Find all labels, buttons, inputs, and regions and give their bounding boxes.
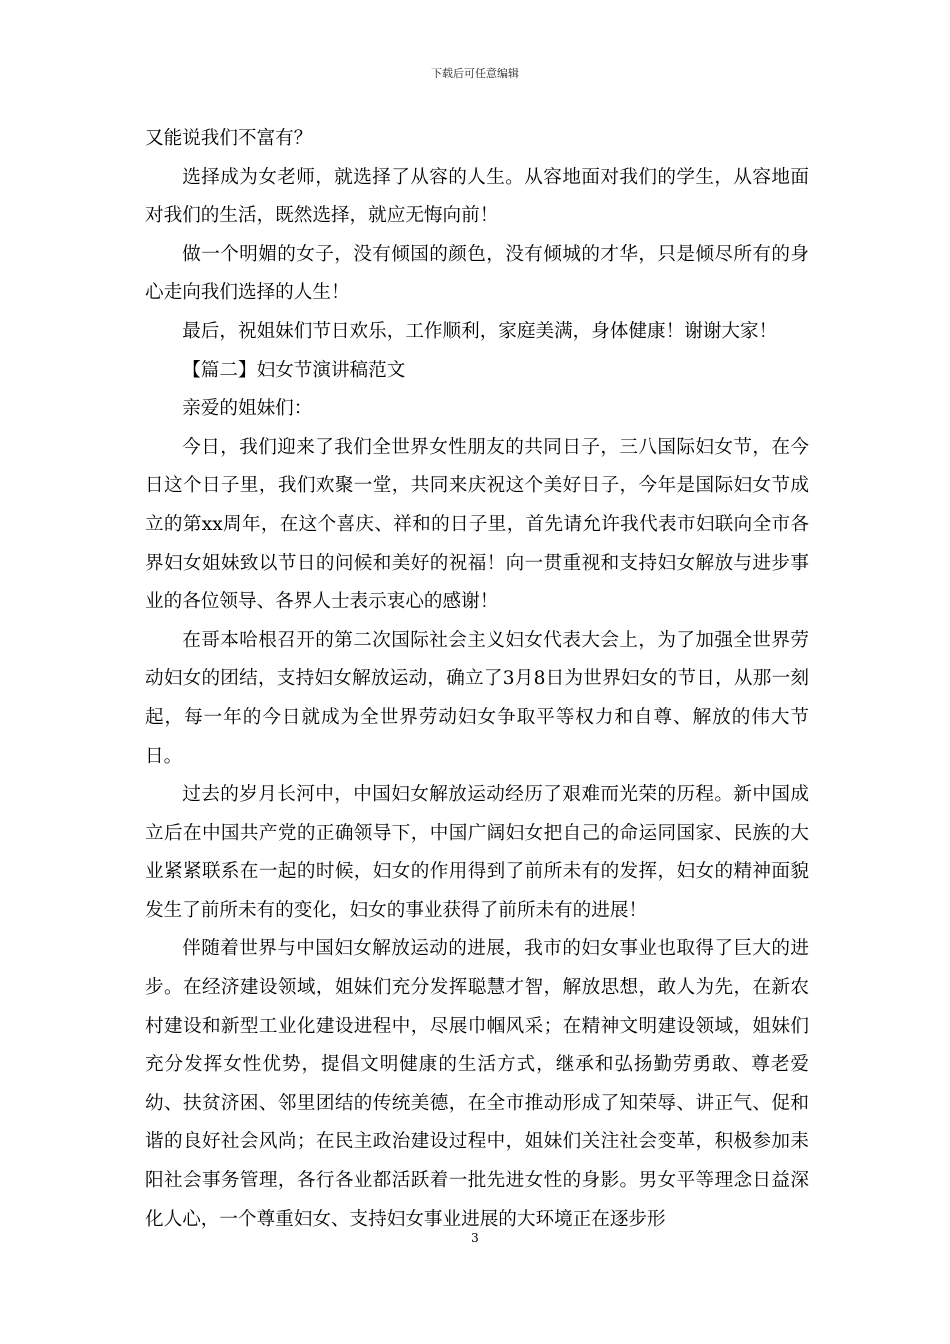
document-body [145,120,809,1239]
page-number: 3 [471,1231,479,1245]
salutation: 亲爱的姐妹们： [182,398,313,420]
paragraph: 在哥本哈根召开的第二次国际社会主义妇女代表大会上，为了加强全世界劳动妇女的团结，支持妇女解放运动，确立了3月8日为世界妇女的节日，从那一刻起，每一年的今日就成为全世界劳动妇女争取平等权力和自尊、解放的伟大节日。 [145,629,809,767]
paragraph: 过去的岁月长河中，中国妇女解放运动经历了艰难而光荣的历程。新中国成立后在中国共产党的正确领导下，中国广阔妇女把自己的命运同国家、民族的大业紧紧联系在一起的时候，妇女的作用得到了前所未有的发挥，妇女的精神面貌发生了前所未有的变化，妇女的事业获得了前所未有的进展！ [145,784,809,921]
paragraph: 选择成为女老师，就选择了从容的人生。从容地面对我们的学生，从容地面对我们的生活，既然选择，就应无悔向前！ [145,166,809,227]
page-header: 下载后可任意编辑 [431,67,519,80]
paragraph: 最后，祝姐妹们节日欢乐，工作顺利，家庭美满，身体健康！谢谢大家！ [182,320,778,342]
paragraph: 做一个明媚的女子，没有倾国的颜色，没有倾城的才华，只是倾尽所有的身心走向我们选择的人生！ [145,243,809,304]
paragraph: 伴随着世界与中国妇女解放运动的进展，我市的妇女事业也取得了巨大的进步。在经济建设领域，姐妹们充分发挥聪慧才智，解放思想，敢人为先，在新农村建设和新型工业化建设进程中，尽展巾帼风采；在精神文明建设领域，姐妹们充分发挥女性优势，提倡文明健康的生活方式，继承和弘扬勤劳勇敢、尊老爱幼、扶贫济困、邻里团结的传统美德，在全市推动形成了知荣辱、讲正气、促和谐的良好社会风尚；在民主政治建设过程中，姐妹们关注社会变革，积极参加耒阳社会事务管理，各行各业都活跃着一批先进女性的身影。男女平等理念日益深化人心，一个尊重妇女、支持妇女事业进展的大环境正在逐步形 [145,938,809,1230]
paragraph: 今日，我们迎来了我们全世界女性朋友的共同日子，三八国际妇女节，在今日这个日子里，我们欢聚一堂，共同来庆祝这个美好日子，今年是国际妇女节成立的第xx周年，在这个喜庆、祥和的日子里，首先请允许我代表市妇联向全市各界妇女姐妹致以节日的问候和美好的祝福！向一贯重视和支持妇女解放与进步事业的各位领导、各界人士表示衷心的感谢！ [145,436,809,613]
paragraph: 又能说我们不富有？ [145,128,313,149]
section-heading: 【篇二】妇女节演讲稿范文 [182,359,406,381]
